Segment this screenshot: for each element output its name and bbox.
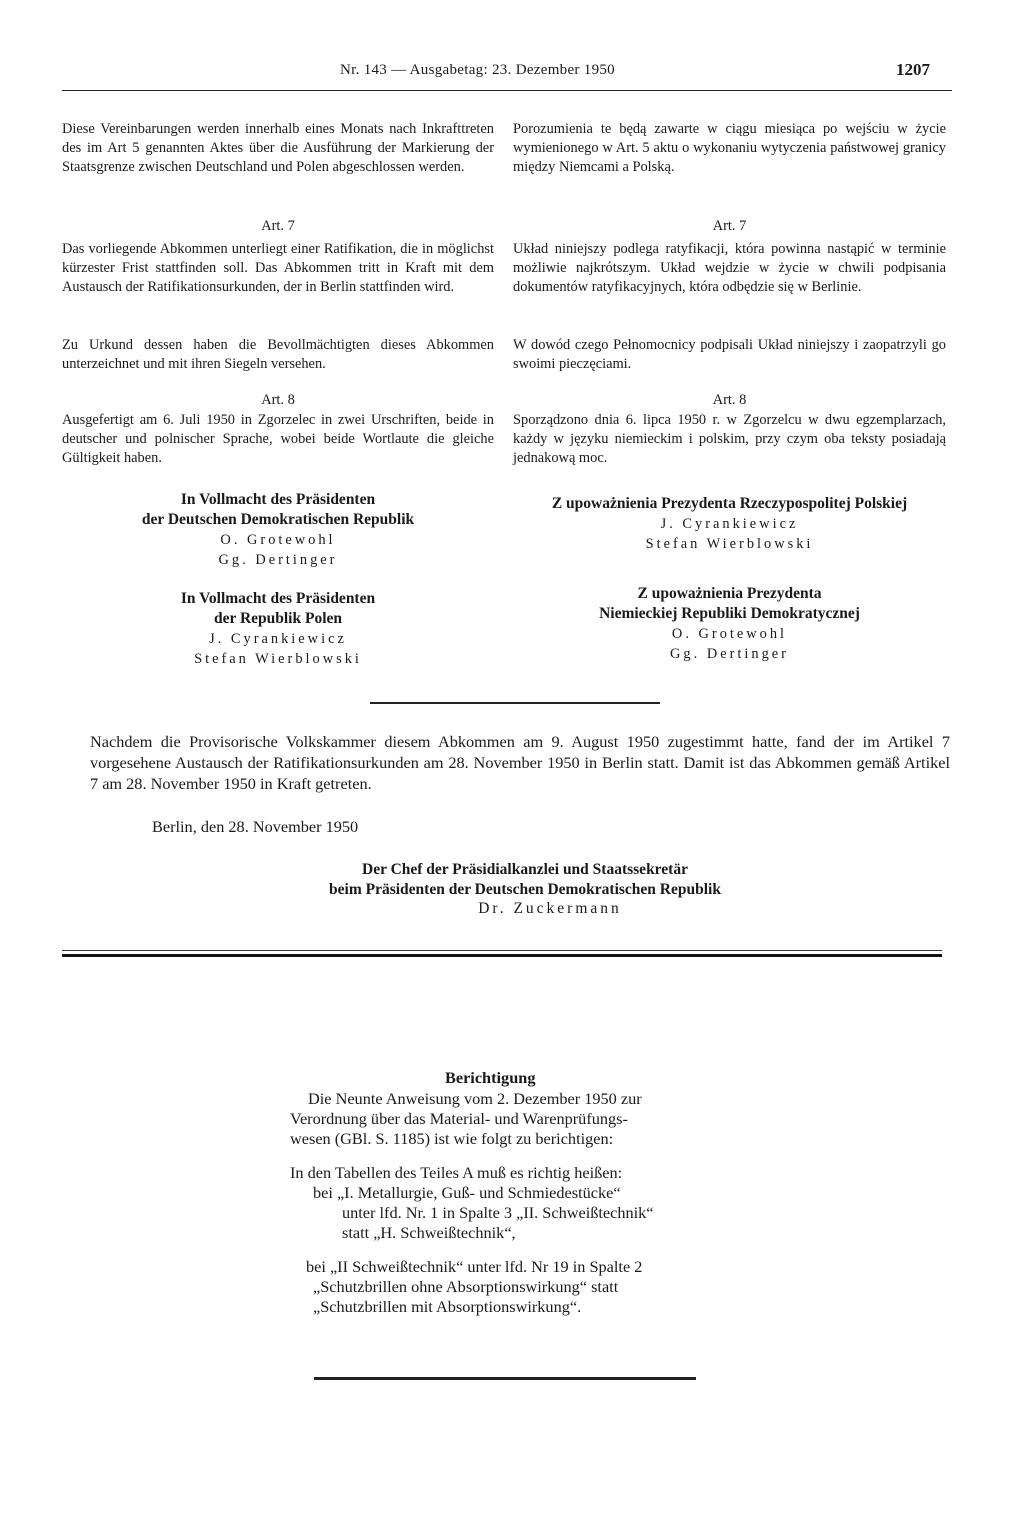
ratification-notice: Nachdem die Provisorische Volkskammer diesem Abkommen am 9. August 1950 zugestimmt hatte, fand der im Artikel 7 vorgesehene Austausch der Ratifikationsurkunden am 28. November 1950 in Berlin statt. Damit ist das Abkommen gemäß Artikel 7 am 28. November 1950 in Kraft getreten. [90, 732, 950, 793]
signatory-name: J. Cyrankiewicz [660, 516, 799, 532]
signatory-name: J. Cyrankiewicz [209, 631, 347, 647]
german-intro-paragraph: Diese Vereinbarungen werden innerhalb eines Monats nach Inkrafttreten des im Art 5 genannten Aktes über die Ausführung der Markierung der Staatsgrenze zwischen Deutschland und Polen abgeschlossen werden. [62, 121, 494, 176]
correction-line: Die Neunte Anweisung vom 2. Dezember 1950 zur [308, 1089, 642, 1108]
notice-date: Berlin, den 28. November 1950 [152, 817, 359, 836]
correction-line: bei „II Schweißtechnik“ unter lfd. Nr 19 in Spalte 2 [306, 1257, 643, 1276]
polish-signature-block-poland [513, 494, 946, 554]
signatory-name: Gg. Dertinger [670, 646, 789, 662]
german-signature-block-gdr [62, 490, 494, 570]
polish-intro-paragraph: Porozumienia te będą zawarte w ciągu miesiąca po wejściu w życie wymienionego w Art. 5 aktu o wykonaniu wytyczenia państwowej granicy między Niemcami a Polską. [513, 121, 946, 176]
signature-title: In Vollmacht des Präsidenten [180, 491, 376, 508]
signature-title: Z upoważnienia Prezydenta [637, 585, 822, 602]
header-issue-line: Nr. 143 — Ausgabetag: 23. Dezember 1950 [340, 62, 615, 78]
german-art7-text: Das vorliegende Abkommen unterliegt einer Ratifikation, die in möglichst kürzester Frist stattfinden soll. Das Abkommen tritt in Kraft mit dem Austausch der Ratifikationsurkunden, der in Berlin stattfinden wird. [62, 241, 494, 296]
german-art8-text: Ausgefertigt am 6. Juli 1950 in Zgorzelec in zwei Urschriften, beide in deutscher und polnischer Sprache, wobei beide Wortlaute die gleiche Gültigkeit haben. [62, 412, 494, 467]
section-divider-thin [62, 950, 942, 951]
correction-line: „Schutzbrillen ohne Absorptionswirkung“ statt [313, 1277, 619, 1296]
signature-title: der Deutschen Demokratischen Republik [141, 511, 415, 528]
signature-title: In Vollmacht des Präsidenten [180, 590, 376, 607]
correction-line: „Schutzbrillen mit Absorptionswirkung“. [313, 1297, 582, 1316]
polish-art8-heading: Art. 8 [712, 392, 747, 408]
header-divider [62, 90, 952, 91]
german-signature-block-poland [62, 589, 494, 669]
correction-line: bei „I. Metallurgie, Guß- und Schmiedestücke“ [313, 1183, 621, 1202]
signature-title: der Republik Polen [213, 610, 343, 627]
correction-line: unter lfd. Nr. 1 in Spalte 3 „II. Schweißtechnik“ [342, 1203, 654, 1222]
signature-title: Niemieckiej Republiki Demokratycznej [599, 605, 860, 622]
polish-art8-text: Sporządzono dnia 6. lipca 1950 r. w Zgorzelcu w dwu egzemplarzach, każdy w języku niemieckim i polskim, przy czym oba teksty posiadają jednakową moc. [513, 412, 946, 467]
signatory-name: Stefan Wierblowski [645, 536, 814, 552]
correction-line: In den Tabellen des Teiles A muß es richtig heißen: [290, 1163, 623, 1182]
german-art7-heading: Art. 7 [261, 218, 295, 234]
signature-title: beim Präsidenten der Deutschen Demokratischen Republik [329, 880, 721, 898]
signatory-name: Stefan Wierblowski [194, 651, 362, 667]
notice-signature-block [150, 860, 900, 919]
signatory-name: O. Grotewohl [671, 626, 788, 642]
polish-art7-heading: Art. 7 [712, 218, 747, 234]
correction-line: Verordnung über das Material- und Warenprüfungs- [290, 1109, 628, 1128]
german-art8-heading: Art. 8 [261, 392, 295, 408]
signatory-name: Dr. Zuckermann [478, 900, 622, 917]
page-number: 1207 [896, 60, 930, 79]
correction-line: wesen (GBl. S. 1185) ist wie folgt zu berichtigen: [290, 1129, 614, 1148]
signatory-name: Gg. Dertinger [218, 552, 338, 568]
bottom-divider [314, 1377, 696, 1380]
signatory-name: O. Grotewohl [220, 532, 336, 548]
german-witness-paragraph: Zu Urkund dessen haben die Bevollmächtigten dieses Abkommen unterzeichnet und mit ihren Siegeln versehen. [62, 337, 494, 373]
correction-line: statt „H. Schweißtechnik“, [342, 1223, 516, 1242]
section-divider-thick [62, 954, 942, 957]
signature-title: Der Chef der Präsidialkanzlei und Staatssekretär [362, 861, 688, 878]
correction-title: Berichtigung [445, 1068, 536, 1087]
polish-witness-paragraph: W dowód czego Pełnomocnicy podpisali Układ niniejszy i zaopatrzyli go swoimi pieczęciami. [513, 337, 946, 373]
signature-title: Z upoważnienia Prezydenta Rzeczypospolitej Polskiej [551, 495, 908, 512]
polish-signature-block-gdr [513, 584, 946, 664]
section-divider [370, 702, 660, 704]
polish-art7-text: Układ niniejszy podlega ratyfikacji, która powinna nastąpić w terminie możliwie najkrótszym. Układ wejdzie w życie w chwili podpisania dokumentów ratyfikacyjnych, która odbędzie się w Berlinie. [513, 241, 946, 296]
